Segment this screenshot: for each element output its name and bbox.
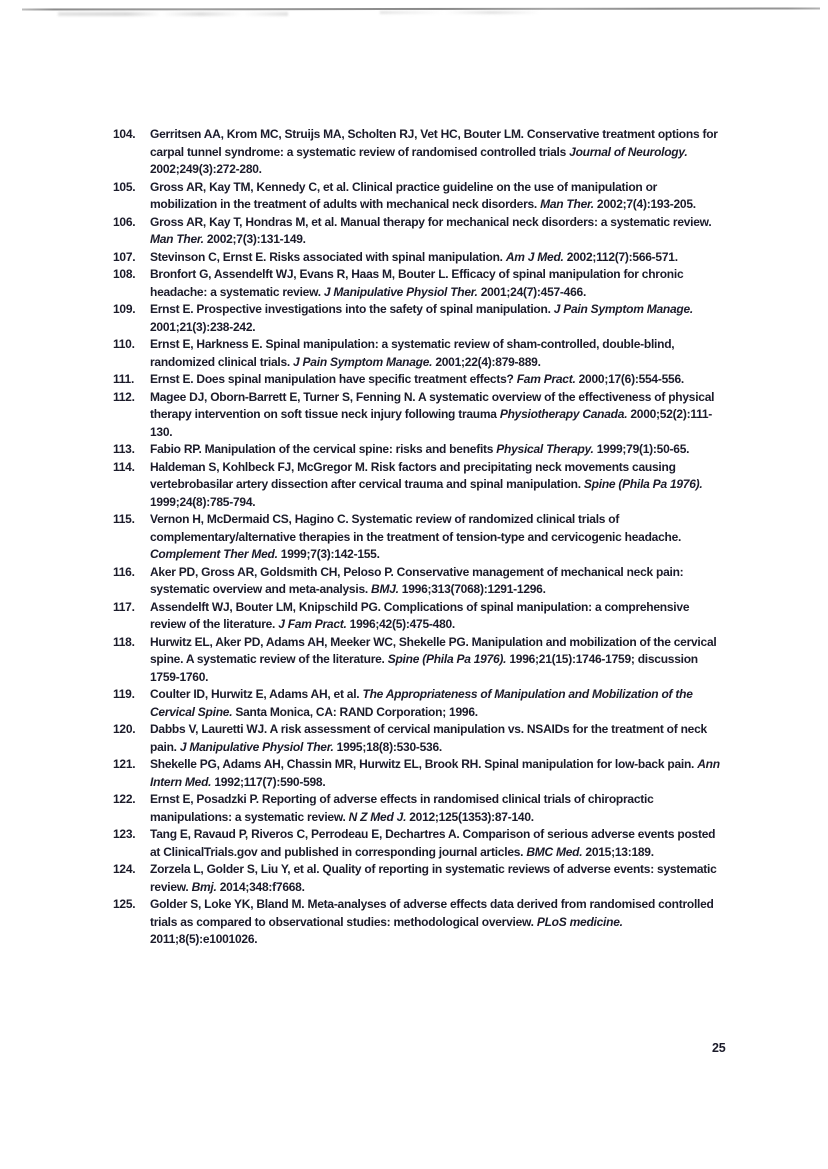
reference-text xyxy=(150,441,723,459)
reference-item xyxy=(113,686,725,721)
reference-citation-text: Ernst E. Prospective investigations into the safety of spinal manipulation. xyxy=(150,302,554,316)
reference-citation-text: Ernst E, Harkness E. Spinal manipulation: a systematic review of sham-controlled, double-blind, randomized clinical trials. xyxy=(150,337,675,369)
reference-item xyxy=(113,896,725,949)
journal-title: J Pain Symptom Manage. xyxy=(553,302,693,316)
journal-title: Spine (Phila Pa 1976). xyxy=(583,477,703,491)
reference-text xyxy=(150,179,723,214)
reference-citation-text: Golder S, Loke YK, Bland M. Meta-analyses of adverse effects data derived from randomised controlled trials as compared to observational studies: methodological overview. xyxy=(150,897,714,929)
journal-title: J Manipulative Physiol Ther. xyxy=(323,284,478,299)
reference-citation-text: Hurwitz EL, Aker PD, Adams AH, Meeker WC, Shekelle PG. Manipulation and mobilization of the cervical spine. A systematic review of the literature. xyxy=(150,634,717,666)
reference-number: 117. xyxy=(113,599,135,614)
reference-citation-text: Aker PD, Gross AR, Goldsmith CH, Peloso P. Conservative management of mechanical neck pain: systematic overview and meta-analysis. xyxy=(150,564,684,596)
journal-title: Man Ther. xyxy=(540,197,594,211)
journal-title: J Pain Symptom Manage. xyxy=(293,354,433,369)
reference-item xyxy=(113,564,725,599)
reference-text xyxy=(150,371,723,389)
reference-item xyxy=(113,371,725,389)
reference-citation-text: 2000;52(2):111-130. xyxy=(150,407,713,439)
reference-item xyxy=(113,826,725,861)
reference-citation-text: 1999;24(8):785-794. xyxy=(150,494,256,509)
reference-text xyxy=(150,301,723,336)
journal-title: Physiotherapy Canada. xyxy=(499,407,628,421)
reference-citation-text: 2000;17(6):554-556. xyxy=(575,372,684,386)
reference-item xyxy=(113,126,725,179)
reference-text xyxy=(150,214,723,249)
reference-citation-text: 2002;112(7):566-571. xyxy=(563,249,678,264)
reference-citation-text: Ernst E, Posadzki P. Reporting of adverse effects in randomised clinical trials of chiropractic manipulations: a systematic review. xyxy=(150,792,654,824)
reference-text xyxy=(150,896,723,949)
reference-citation-text: Bronfort G, Assendelft WJ, Evans R, Haas M, Bouter L. Efficacy of spinal manipulation for chronic headache: a systematic review. xyxy=(150,267,684,299)
reference-citation-text: Gross AR, Kay TM, Kennedy C, et al. Clinical practice guideline on the use of manipulation or mobilization in the treatment of adults with mechanical neck disorders. xyxy=(150,179,658,211)
journal-title: PLoS medicine. xyxy=(536,914,623,929)
reference-number: 118. xyxy=(113,634,135,649)
reference-citation-text: 2011;8(5):e1001026. xyxy=(150,932,258,946)
reference-number: 124. xyxy=(113,862,136,876)
reference-number: 109. xyxy=(113,302,136,316)
reference-number: 110. xyxy=(113,337,135,351)
reference-citation-text: 2001;22(4):879-889. xyxy=(432,354,541,369)
reference-citation-text: 2012;125(1353):87-140. xyxy=(406,809,534,824)
reference-item xyxy=(113,179,725,214)
scan-artifact-smudge xyxy=(58,12,288,16)
reference-number: 104. xyxy=(113,127,136,141)
reference-text xyxy=(150,826,723,861)
reference-number: 113. xyxy=(113,442,135,456)
reference-item xyxy=(113,249,725,267)
reference-citation-text: Fabio RP. Manipulation of the cervical spine: risks and benefits xyxy=(150,442,497,456)
reference-text xyxy=(150,686,723,721)
journal-title: J Manipulative Physiol Ther. xyxy=(179,739,334,754)
journal-title: Complement Ther Med. xyxy=(150,547,278,561)
reference-citation-text: 2002;7(4):193-205. xyxy=(593,197,696,211)
journal-title: BMJ. xyxy=(371,582,399,596)
reference-citation-text: 2002;249(3):272-280. xyxy=(150,162,262,176)
reference-text xyxy=(150,336,723,371)
reference-citation-text: Santa Monica, CA: RAND Corporation; 1996. xyxy=(232,704,478,719)
reference-text xyxy=(150,459,723,512)
journal-title: Ann Intern Med. xyxy=(150,757,720,789)
reference-number: 107. xyxy=(113,249,136,264)
reference-citation-text: Dabbs V, Lauretti WJ. A risk assessment of cervical manipulation vs. NSAIDs for the treatment of neck pain. xyxy=(150,722,707,754)
reference-citation-text: 2014;348:f7668. xyxy=(216,879,305,894)
reference-item xyxy=(113,861,725,896)
reference-item xyxy=(113,459,725,512)
reference-item xyxy=(113,441,725,459)
reference-text xyxy=(150,599,723,634)
reference-item xyxy=(113,336,725,371)
reference-citation-text: Zorzela L, Golder S, Liu Y, et al. Quality of reporting in systematic reviews of adverse events: systematic review. xyxy=(150,862,717,894)
reference-number: 108. xyxy=(113,267,136,281)
reference-citation-text: Coulter ID, Hurwitz E, Adams AH, et al. xyxy=(150,687,363,701)
reference-text xyxy=(150,266,723,301)
reference-citation-text: Assendelft WJ, Bouter LM, Knipschild PG. Complications of spinal manipulation: a comprehensive review of the literature. xyxy=(150,599,690,631)
reference-number: 105. xyxy=(113,179,136,194)
reference-item xyxy=(113,214,725,249)
reference-number: 125. xyxy=(113,897,136,911)
reference-text xyxy=(150,564,723,599)
reference-text xyxy=(150,756,723,791)
page-number: 25 xyxy=(712,1041,726,1055)
reference-citation-text: Gerritsen AA, Krom MC, Struijs MA, Scholten RJ, Vet HC, Bouter LM. Conservative treatment options for carpal tunnel syndrome: a systematic review of randomised controlled trials xyxy=(150,127,718,159)
reference-number: 106. xyxy=(113,214,136,229)
journal-title: Physical Therapy. xyxy=(496,442,594,456)
reference-citation-text: 1999;7(3):142-155. xyxy=(277,547,380,561)
reference-citation-text: Stevinson C, Ernst E. Risks associated with spinal manipulation. xyxy=(150,249,506,264)
scan-artifact-smudge xyxy=(380,11,540,14)
reference-number: 120. xyxy=(113,722,136,736)
reference-citation-text: 2001;21(3):238-242. xyxy=(150,319,256,334)
reference-number: 114. xyxy=(113,459,135,474)
journal-title: Fam Pract. xyxy=(516,372,576,386)
journal-title: The Appropriateness of Manipulation and Mobilization of the Cervical Spine. xyxy=(150,687,693,719)
journal-title: BMC Med. xyxy=(526,844,583,859)
journal-title: Journal of Neurology. xyxy=(569,144,688,159)
reference-item xyxy=(113,791,725,826)
reference-citation-text: Gross AR, Kay T, Hondras M, et al. Manual therapy for mechanical neck disorders: a systematic review. xyxy=(150,214,712,229)
reference-citation-text: Shekelle PG, Adams AH, Chassin MR, Hurwitz EL, Brook RH. Spinal manipulation for low-back pain. xyxy=(150,757,698,771)
reference-citation-text: Vernon H, McDermaid CS, Hagino C. Systematic review of randomized clinical trials of complementary/alternative therapies in the treatment of tension-type and cervicogenic headache. xyxy=(150,512,682,544)
reference-list xyxy=(113,126,725,949)
reference-number: 123. xyxy=(113,827,136,841)
journal-title: Man Ther. xyxy=(150,232,204,246)
reference-item xyxy=(113,721,725,756)
reference-citation-text: 2002;7(3):131-149. xyxy=(203,232,306,246)
reference-citation-text: Haldeman S, Kohlbeck FJ, McGregor M. Risk factors and precipitating neck movements causing vertebrobasilar artery dissection after cervical trauma and spinal manipulation. xyxy=(150,459,676,491)
reference-text xyxy=(150,511,723,564)
reference-number: 116. xyxy=(113,564,135,579)
reference-citation-text: 1996;313(7068):1291-1296. xyxy=(398,582,546,596)
reference-number: 121. xyxy=(113,757,136,771)
reference-item xyxy=(113,511,725,564)
journal-title: Spine (Phila Pa 1976). xyxy=(387,652,507,666)
reference-number: 111. xyxy=(113,372,135,386)
reference-text xyxy=(150,249,723,267)
reference-text xyxy=(150,634,723,687)
reference-item xyxy=(113,389,725,442)
reference-text xyxy=(150,861,723,896)
journal-title: J Fam Pract. xyxy=(278,617,347,631)
journal-title: N Z Med J. xyxy=(348,809,407,824)
reference-item xyxy=(113,301,725,336)
reference-citation-text: 2015;13:189. xyxy=(582,844,654,859)
reference-item xyxy=(113,599,725,634)
reference-citation-text: 1995;18(8):530-536. xyxy=(333,739,442,754)
reference-number: 119. xyxy=(113,687,135,701)
reference-item xyxy=(113,266,725,301)
reference-number: 112. xyxy=(113,389,135,404)
reference-citation-text: 1996;42(5):475-480. xyxy=(346,617,456,631)
reference-citation-text: Magee DJ, Oborn-Barrett E, Turner S, Fenning N. A systematic overview of the effectiveness of physical therapy intervention on soft tissue neck injury following trauma xyxy=(150,389,715,421)
journal-title: Bmj. xyxy=(191,879,217,894)
reference-number: 122. xyxy=(113,792,136,806)
reference-text xyxy=(150,791,723,826)
reference-text xyxy=(150,721,723,756)
reference-item xyxy=(113,634,725,687)
reference-item xyxy=(113,756,725,791)
reference-citation-text: 1999;79(1):50-65. xyxy=(593,442,690,456)
journal-title: Am J Med. xyxy=(505,249,564,264)
reference-text xyxy=(150,126,723,179)
reference-citation-text: 2001;24(7):457-466. xyxy=(477,284,587,299)
reference-citation-text: 1992;117(7):590-598. xyxy=(211,774,326,789)
reference-citation-text: 1996;21(15):1746-1759; discussion 1759-1760. xyxy=(150,652,698,684)
reference-text xyxy=(150,389,723,442)
reference-number: 115. xyxy=(113,512,135,526)
reference-citation-text: Ernst E. Does spinal manipulation have specific treatment effects? xyxy=(150,372,517,386)
reference-citation-text: Tang E, Ravaud P, Riveros C, Perrodeau E, Dechartres A. Comparison of serious adverse events posted at ClinicalTrials.gov and published in corresponding journal articles. xyxy=(150,827,716,859)
